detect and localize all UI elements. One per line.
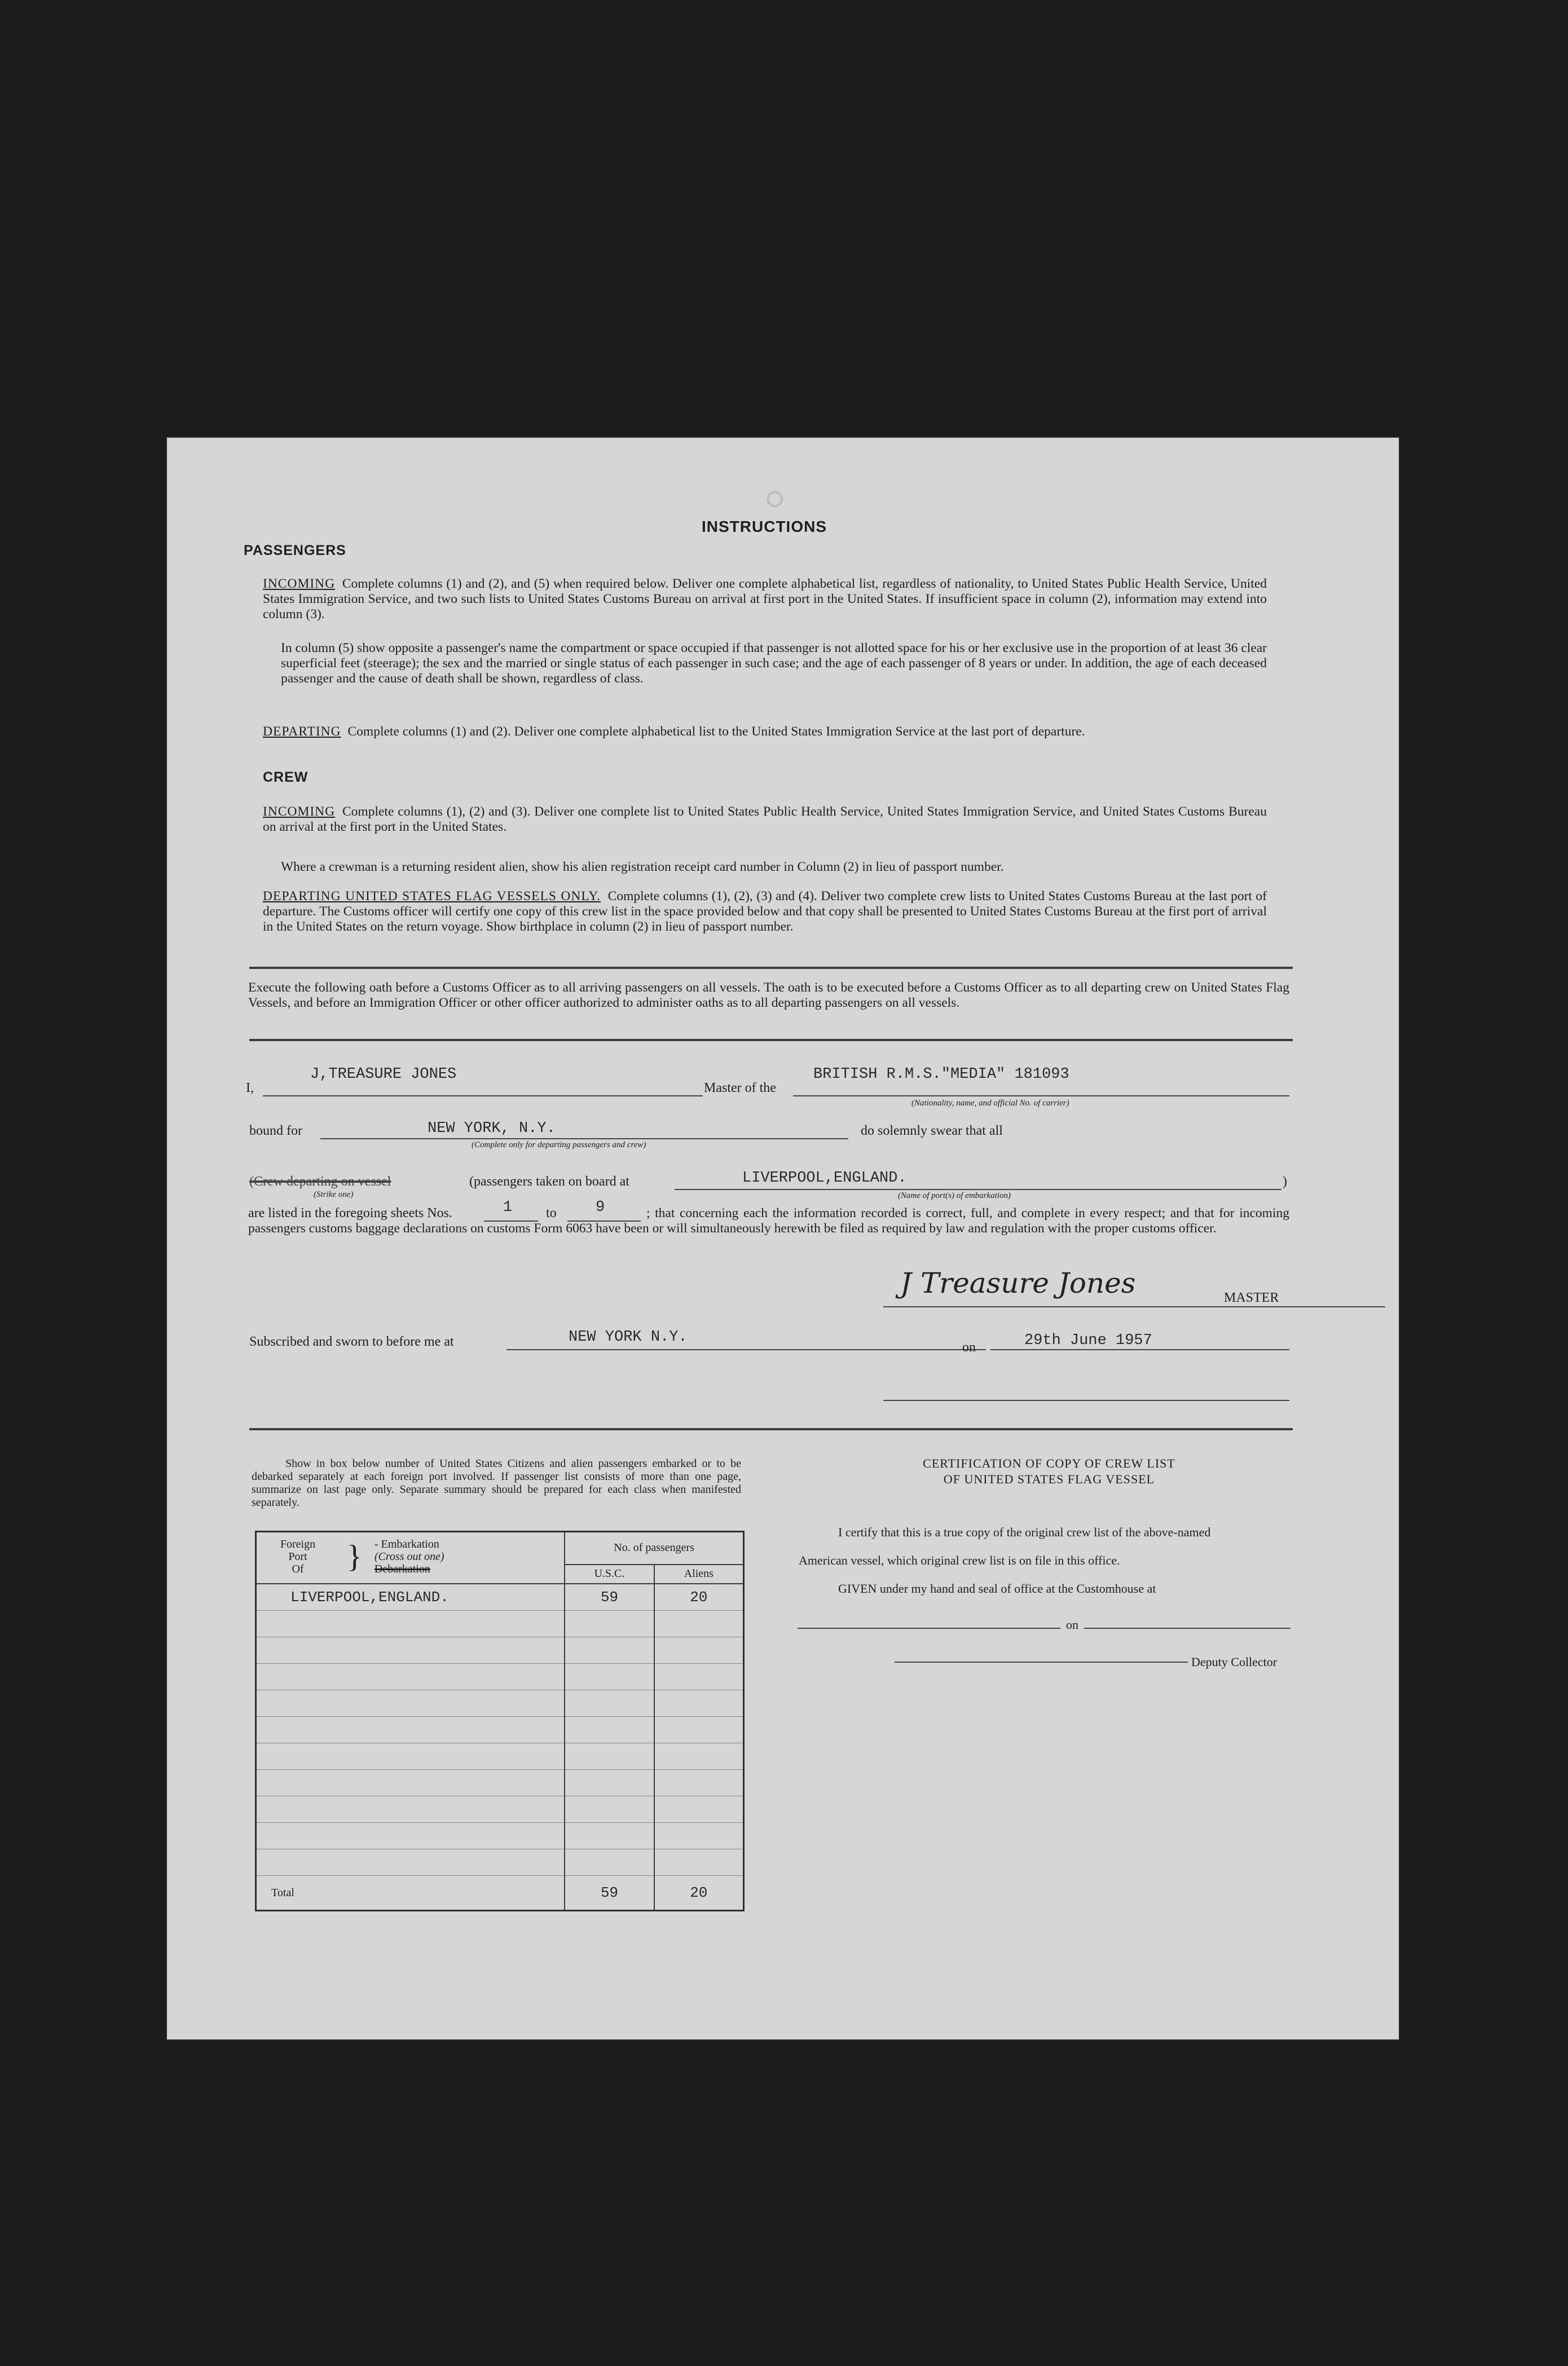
certification-text-2: American vessel, which original crew list is on file in this office.	[799, 1553, 1120, 1567]
table-row	[256, 1717, 744, 1743]
close-paren: )	[1283, 1174, 1287, 1189]
certification-text-1: I certify that this is a true copy of the original crew list of the above-named	[838, 1525, 1211, 1539]
on-label: on	[962, 1340, 976, 1355]
certification-heading-1: CERTIFICATION OF COPY OF CREW LIST	[923, 1456, 1175, 1470]
passengers-incoming-lead: INCOMING	[263, 576, 336, 591]
passengers-departing-paragraph	[263, 724, 1267, 739]
bound-for-caption: (Complete only for departing passengers and crew)	[472, 1140, 646, 1149]
master-name: J,TREASURE JONES	[310, 1066, 457, 1083]
row-usc: 59	[565, 1584, 654, 1611]
total-label: Total	[256, 1876, 565, 1911]
certification-text-3: GIVEN under my hand and seal of office at the Customhouse at	[838, 1581, 1156, 1596]
passengers-header: No. of passengers	[565, 1532, 743, 1565]
total-usc: 59	[565, 1876, 654, 1911]
table-row	[256, 1743, 744, 1770]
manifest-page	[167, 438, 1399, 2039]
divider-rule	[249, 967, 1293, 969]
table-row	[256, 1770, 744, 1796]
sworn-place: NEW YORK N.Y.	[569, 1329, 688, 1346]
crew-incoming-paragraph	[263, 804, 1267, 835]
header-crossout: (Cross out one)	[374, 1550, 444, 1563]
bleed-through-mark: ◦	[739, 487, 815, 512]
crew-incoming-lead: INCOMING	[263, 804, 336, 819]
deputy-line	[895, 1662, 1188, 1663]
extra-line	[883, 1400, 1289, 1401]
header-debarkation-struck: Debarkation	[374, 1563, 430, 1575]
table-row	[256, 1796, 744, 1823]
port-line	[675, 1189, 1281, 1190]
sheet-from: 1	[503, 1199, 513, 1216]
crew-resident-paragraph: Where a crewman is a returning resident alien, show his alien registration receipt card number in Column (2) in lieu of passport number.	[281, 860, 1004, 874]
execute-oath-paragraph: Execute the following oath before a Customs Officer as to all arriving passengers on all vessels. The oath is to be executed before a Customs Officer as to all departing crew on United States Flag Vessels, and before an Immigration Officer or other officer authorized to administer oaths as to all departing passengers on all vessels.	[248, 980, 1289, 1010]
divider-rule	[249, 1039, 1293, 1041]
crew-heading: CREW	[263, 769, 309, 785]
table-row	[256, 1823, 744, 1849]
row-aliens: 20	[654, 1584, 744, 1611]
port-caption: (Name of port(s) of embarkation)	[898, 1191, 1011, 1200]
sheet-to: 9	[596, 1199, 605, 1216]
summary-instructions: Show in box below number of United States Citizens and alien passengers embarked or to be debarked separately at each foreign port involved. If passenger list consists of more than one page, summarize on last page only. Separate summary should be prepared for each class when manifested separately.	[252, 1457, 741, 1509]
table-row	[256, 1849, 744, 1876]
passengers-heading: PASSENGERS	[244, 543, 346, 558]
instructions-title: INSTRUCTIONS	[702, 518, 827, 535]
master-label: MASTER	[1224, 1290, 1279, 1305]
divider-rule	[249, 1428, 1293, 1430]
passengers-incoming-paragraph	[263, 576, 1267, 622]
taken-on-board-label: (passengers taken on board at	[469, 1174, 629, 1189]
bound-for-value: NEW YORK, N.Y.	[428, 1120, 556, 1137]
table-row	[256, 1637, 744, 1664]
crew-departing-text: Complete columns (1), (2), (3) and (4). Deliver two complete crew lists to United States Customs Bureau at the last port of departure. The Customs officer will certify one copy of this crew list in the space provided below and that copy shall be presented to United States Customs Bureau at the first port of arrival in the United States on the return voyage. Show birthplace in column (2) in lieu of passport number.	[263, 889, 1267, 934]
header-embarkation: - Embarkation	[374, 1538, 439, 1550]
table-row	[256, 1690, 744, 1717]
header-of: Of	[292, 1563, 304, 1575]
port-header-cell	[256, 1532, 565, 1584]
cert-date-line	[1084, 1628, 1290, 1629]
header-port: Port	[288, 1550, 307, 1563]
sheets-label: are listed in the foregoing sheets Nos.	[248, 1206, 452, 1221]
vessel-line	[793, 1095, 1289, 1096]
bound-for-label: bound for	[249, 1123, 302, 1138]
crew-departing-lead: DEPARTING UNITED STATES FLAG VESSELS ONLY.	[263, 889, 601, 904]
sworn-place-line	[506, 1349, 986, 1350]
subscribed-label: Subscribed and sworn to before me at	[249, 1334, 454, 1349]
table-row	[256, 1584, 744, 1611]
table-row	[256, 1611, 744, 1637]
vessel-caption: (Nationality, name, and official No. of carrier)	[911, 1099, 1069, 1108]
sworn-date: 29th June 1957	[1024, 1332, 1152, 1349]
bound-for-line	[320, 1138, 848, 1139]
aliens-header: Aliens	[654, 1565, 744, 1584]
crew-departing-paragraph	[263, 889, 1267, 935]
passengers-departing-text: Complete columns (1) and (2). Deliver one complete alphabetical list to the United States Immigration Service at the last port of departure.	[347, 724, 1085, 739]
oath-body-text: ; that concerning each the information recorded is correct, full, and complete in every respect; and that for incoming passengers customs baggage declarations on customs Form 6063 have been or will simultaneously herewith be filed as required by law and regulation with the proper customs officer.	[248, 1206, 1289, 1236]
certification-heading-2: OF UNITED STATES FLAG VESSEL	[943, 1472, 1155, 1486]
total-row	[256, 1876, 744, 1911]
signature-line	[883, 1306, 1385, 1307]
row-port: LIVERPOOL,ENGLAND.	[256, 1584, 565, 1611]
struck-crew-text: (Crew departing on vessel	[249, 1174, 391, 1189]
total-aliens: 20	[654, 1876, 744, 1911]
master-name-line	[263, 1095, 703, 1096]
brace-icon: }	[347, 1539, 362, 1574]
master-signature: J Treasure Jones	[900, 1267, 1136, 1299]
vessel-name: BRITISH R.M.S."MEDIA" 181093	[813, 1066, 1069, 1083]
cert-on-label: on	[1066, 1618, 1078, 1632]
column5-paragraph: In column (5) show opposite a passenger's name the compartment or space occupied if that passenger is not allotted space for his or her exclusive use in the proportion of at least 36 clear superficial feet (steerage); the sex and the married or single status of each passenger in such case; and the age of each passenger of 8 years or under. In addition, the age of each deceased passenger and the cause of death shall be shown, regardless of class.	[281, 641, 1267, 686]
master-of-label: Master of the	[704, 1081, 776, 1095]
oath-i-label: I,	[246, 1081, 254, 1095]
usc-header: U.S.C.	[565, 1565, 654, 1584]
crew-incoming-text: Complete columns (1), (2) and (3). Deliver one complete list to United States Public Health Service, United States Immigration Service, and United States Customs Bureau on arrival at the first port in the United States.	[263, 804, 1267, 834]
strike-one-caption: (Strike one)	[314, 1190, 354, 1199]
passengers-departing-lead: DEPARTING	[263, 724, 341, 739]
embarkation-port: LIVERPOOL,ENGLAND.	[742, 1170, 907, 1187]
passenger-summary-table	[255, 1531, 745, 1911]
table-row	[256, 1664, 744, 1690]
header-foreign: Foreign	[280, 1538, 316, 1550]
sworn-date-line	[990, 1349, 1289, 1350]
passengers-incoming-text: Complete columns (1) and (2), and (5) when required below. Deliver one complete alphabetical list, regardless of nationality, to United States Public Health Service, United States Immigration Service, and two such lists to United States Customs Bureau on arrival at first port in the United States. If insufficient space in column (2), information may extend into column (3).	[263, 576, 1267, 622]
cert-place-line	[798, 1628, 1060, 1629]
deputy-collector-label: Deputy Collector	[1191, 1655, 1278, 1669]
swear-label: do solemnly swear that all	[861, 1123, 1003, 1138]
to-label: to	[546, 1206, 557, 1221]
